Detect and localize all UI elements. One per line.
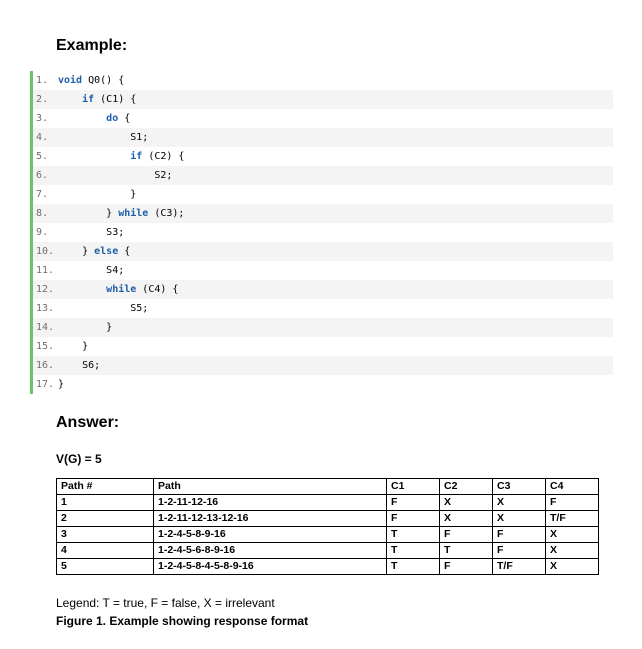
code-keyword: void: [58, 75, 83, 86]
paths-table: [56, 478, 599, 575]
code-line: [33, 147, 613, 166]
code-segment: S6;: [82, 360, 101, 371]
code-segment: S4;: [106, 265, 125, 276]
code-segment: (C3);: [148, 208, 185, 219]
code-line: [33, 185, 613, 204]
cell-c1: F: [387, 495, 440, 511]
code-indent: [58, 322, 106, 333]
code-text: [58, 299, 148, 318]
code-segment: {: [118, 246, 131, 257]
line-number: 4.: [36, 132, 49, 143]
header-c4: C4: [546, 479, 599, 495]
cell-path: 1-2-4-5-8-9-16: [154, 527, 387, 543]
code-line: [33, 280, 613, 299]
cell-path: 1-2-4-5-6-8-9-16: [154, 543, 387, 559]
line-number: 14.: [36, 322, 55, 333]
cell-c1: F: [387, 511, 440, 527]
code-segment: (C1) {: [94, 94, 137, 105]
line-number: 11.: [36, 265, 55, 276]
code-indent: [58, 170, 154, 181]
cell-c1: T: [387, 543, 440, 559]
code-indent: [58, 132, 130, 143]
code-line: [33, 375, 613, 394]
code-text: [58, 109, 130, 128]
code-segment: S1;: [130, 132, 149, 143]
code-text: [58, 147, 184, 166]
line-number: 12.: [36, 284, 55, 295]
cell-c4: T/F: [546, 511, 599, 527]
table-row: [57, 495, 599, 511]
code-keyword: if: [130, 151, 143, 162]
code-segment: Q0() {: [82, 75, 125, 86]
line-number: 17.: [36, 379, 55, 390]
cell-path: 1-2-4-5-8-4-5-8-9-16: [154, 559, 387, 575]
cell-path: 1-2-11-12-16: [154, 495, 387, 511]
code-keyword: while: [118, 208, 149, 219]
code-segment: }: [58, 379, 65, 390]
cell-c2: F: [440, 527, 493, 543]
legend: Legend: T = true, F = false, X = irrelevant: [56, 596, 275, 610]
header-path: Path: [154, 479, 387, 495]
code-indent: [58, 265, 106, 276]
cell-c2: T: [440, 543, 493, 559]
table-row: [57, 559, 599, 575]
table-row: [57, 543, 599, 559]
code-line: [33, 166, 613, 185]
code-indent: [58, 113, 106, 124]
code-segment: }: [82, 246, 95, 257]
code-text: [58, 242, 130, 261]
cell-path-number: 1: [57, 495, 154, 511]
line-number: 16.: [36, 360, 55, 371]
code-block: [30, 71, 613, 394]
cell-path-number: 3: [57, 527, 154, 543]
cell-c2: X: [440, 511, 493, 527]
code-text: [58, 223, 124, 242]
code-text: [58, 71, 124, 90]
code-indent: [58, 360, 82, 371]
header-c2: C2: [440, 479, 493, 495]
code-keyword: do: [106, 113, 119, 124]
answer-heading: Answer:: [56, 414, 120, 431]
cell-c3: X: [493, 511, 546, 527]
code-text: [58, 375, 64, 394]
cell-c4: X: [546, 559, 599, 575]
code-indent: [58, 151, 130, 162]
code-segment: S5;: [130, 303, 149, 314]
code-keyword: if: [82, 94, 95, 105]
line-number: 2.: [36, 94, 49, 105]
line-number: 1.: [36, 75, 49, 86]
line-number: 10.: [36, 246, 55, 257]
line-number: 13.: [36, 303, 55, 314]
cell-c2: X: [440, 495, 493, 511]
code-line: [33, 71, 613, 90]
code-indent: [58, 246, 82, 257]
code-segment: }: [82, 341, 89, 352]
header-c3: C3: [493, 479, 546, 495]
code-line: [33, 261, 613, 280]
cell-c3: F: [493, 543, 546, 559]
code-segment: {: [118, 113, 131, 124]
code-text: [58, 128, 148, 147]
code-line: [33, 318, 613, 337]
code-indent: [58, 227, 106, 238]
code-indent: [58, 303, 130, 314]
code-segment: (C2) {: [142, 151, 185, 162]
code-text: [58, 204, 184, 223]
code-indent: [58, 341, 82, 352]
code-segment: S3;: [106, 227, 125, 238]
line-number: 6.: [36, 170, 49, 181]
cell-c4: F: [546, 495, 599, 511]
code-line: [33, 337, 613, 356]
figure-caption: Figure 1. Example showing response format: [56, 614, 309, 628]
code-keyword: while: [106, 284, 137, 295]
code-segment: }: [106, 208, 119, 219]
code-text: [58, 90, 136, 109]
cell-path: 1-2-11-12-13-12-16: [154, 511, 387, 527]
example-heading: Example:: [56, 37, 128, 54]
line-number: 3.: [36, 113, 49, 124]
cell-path-number: 2: [57, 511, 154, 527]
cell-c4: X: [546, 527, 599, 543]
code-segment: }: [130, 189, 137, 200]
code-indent: [58, 284, 106, 295]
table-row: [57, 511, 599, 527]
code-line: [33, 128, 613, 147]
cell-c3: F: [493, 527, 546, 543]
cell-path-number: 5: [57, 559, 154, 575]
table-row: [57, 527, 599, 543]
header-c1: C1: [387, 479, 440, 495]
code-line: [33, 242, 613, 261]
code-line: [33, 90, 613, 109]
code-indent: [58, 189, 130, 200]
code-text: [58, 280, 178, 299]
code-line: [33, 204, 613, 223]
code-segment: }: [106, 322, 113, 333]
code-text: [58, 356, 100, 375]
cell-path-number: 4: [57, 543, 154, 559]
cell-c1: T: [387, 559, 440, 575]
cell-c1: T: [387, 527, 440, 543]
code-line: [33, 109, 613, 128]
cell-c4: X: [546, 543, 599, 559]
code-text: [58, 261, 124, 280]
code-segment: S2;: [154, 170, 173, 181]
code-segment: (C4) {: [136, 284, 179, 295]
code-indent: [58, 208, 106, 219]
code-indent: [58, 94, 82, 105]
code-keyword: else: [94, 246, 119, 257]
code-text: [58, 318, 112, 337]
cyclomatic-complexity-label: V(G) = 5: [56, 452, 102, 466]
code-line: [33, 299, 613, 318]
cell-c3: T/F: [493, 559, 546, 575]
line-number: 9.: [36, 227, 49, 238]
code-line: [33, 223, 613, 242]
cell-c3: X: [493, 495, 546, 511]
code-text: [58, 337, 88, 356]
code-line: [33, 356, 613, 375]
code-text: [58, 185, 136, 204]
line-number: 15.: [36, 341, 55, 352]
code-text: [58, 166, 172, 185]
header-path-number: Path #: [57, 479, 154, 495]
cell-c2: F: [440, 559, 493, 575]
line-number: 8.: [36, 208, 49, 219]
table-header-row: [57, 479, 599, 495]
line-number: 7.: [36, 189, 49, 200]
line-number: 5.: [36, 151, 49, 162]
